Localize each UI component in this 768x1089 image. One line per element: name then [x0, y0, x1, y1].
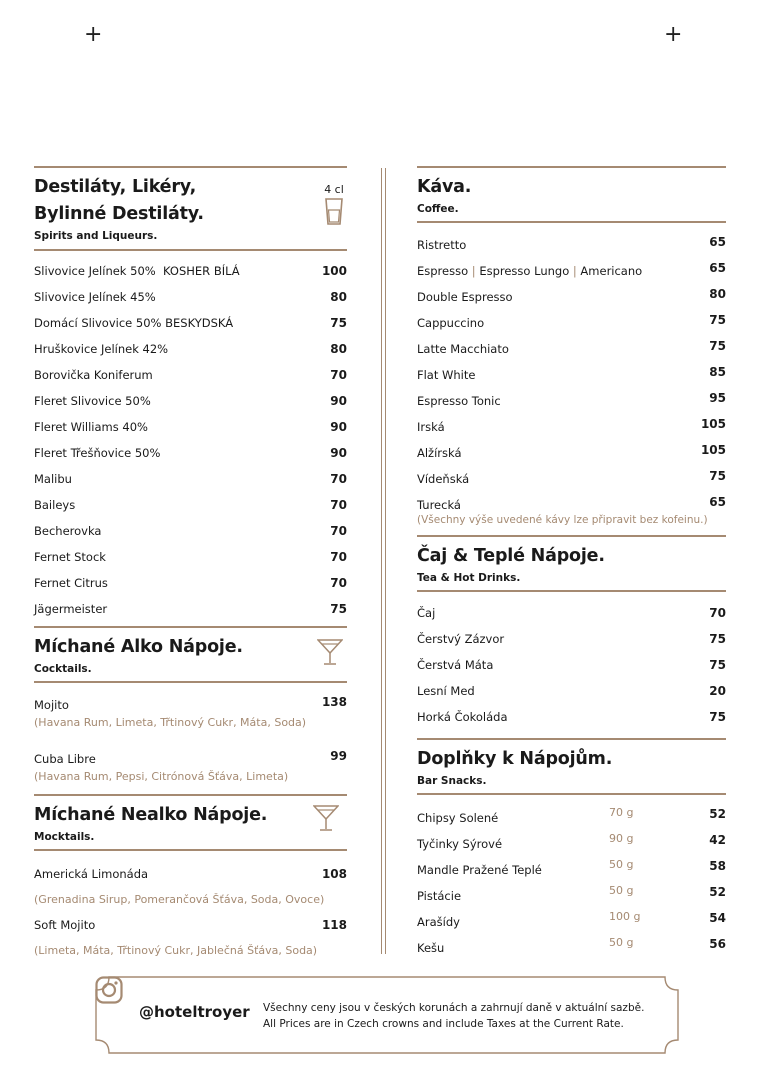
item-weight: 50 g: [609, 936, 634, 949]
spirits-title-line2: Bylinné Destiláty.: [34, 204, 204, 224]
item-name: Baileys: [34, 498, 76, 512]
cocktail-glass-icon: [313, 804, 339, 832]
item-name: [417, 258, 642, 284]
cocktails-title: Míchané Alko Nápoje.: [34, 637, 243, 657]
item-price: 70: [709, 606, 726, 620]
item-name: Irská: [417, 420, 445, 434]
item-name: Vídeňská: [417, 472, 470, 486]
item-name: Becherovka: [34, 524, 102, 538]
item-weight: 50 g: [609, 858, 634, 871]
item-weight: 70 g: [609, 806, 634, 819]
shot-glass-icon: [324, 198, 344, 225]
menu-item: [417, 652, 726, 678]
item-price: 80: [330, 342, 347, 356]
item-name-part: Espresso Lungo: [479, 264, 570, 278]
menu-item: [417, 310, 726, 336]
separator: |: [572, 264, 577, 278]
item-price: 70: [330, 472, 347, 486]
item-price: 85: [709, 365, 726, 379]
menu-item: [34, 388, 347, 414]
item-price: 99: [330, 749, 347, 763]
cocktail-glass-icon: [317, 638, 343, 666]
item-name: Espresso Tonic: [417, 394, 501, 408]
item-price: 75: [330, 602, 347, 616]
menu-item: [34, 284, 347, 310]
instagram-icon[interactable]: [95, 976, 123, 1004]
item-ingredients: (Havana Rum, Limeta, Třtinový Cukr, Máta, Soda): [34, 716, 307, 729]
item-weight: 100 g: [609, 910, 641, 923]
item-name: Čerstvá Máta: [417, 658, 494, 672]
item-name: Slivovice Jelínek 45%: [34, 290, 156, 304]
menu-item: [34, 692, 347, 718]
right-column: [417, 166, 726, 965]
crop-mark-left: +: [84, 22, 103, 47]
menu-item: [34, 492, 347, 518]
item-ingredients: (Havana Rum, Pepsi, Citrónová Šťáva, Limeta): [34, 770, 289, 783]
item-name: Fernet Citrus: [34, 576, 108, 590]
item-price: 20: [709, 684, 726, 698]
cocktails-subtitle: Cocktails.: [34, 663, 92, 675]
menu-item: [417, 336, 726, 362]
item-price: 75: [330, 316, 347, 330]
item-price: 138: [321, 695, 347, 709]
item-weight: 50 g: [609, 884, 634, 897]
spirits-subtitle: Spirits and Liqueurs.: [34, 230, 158, 242]
item-name: Fernet Stock: [34, 550, 106, 564]
menu-item: [417, 414, 726, 440]
item-name: Malibu: [34, 472, 72, 486]
item-name: Chipsy Solené: [417, 811, 499, 825]
item-price: 108: [321, 867, 347, 881]
item-name: Ristretto: [417, 238, 467, 252]
item-name: Cuba Libre: [34, 752, 96, 766]
menu-item: [34, 466, 347, 492]
item-price: 75: [709, 339, 726, 353]
menu-item: [417, 440, 726, 466]
tea-title: Čaj & Teplé Nápoje.: [417, 546, 605, 566]
item-price: 52: [709, 885, 726, 899]
menu-item: [417, 883, 726, 909]
spirits-volume-box: [321, 184, 347, 229]
menu-item: [417, 362, 726, 388]
item-name-part: Americano: [580, 264, 643, 278]
menu-item: [417, 232, 726, 258]
item-weight: 90 g: [609, 832, 634, 845]
item-price: 56: [709, 937, 726, 951]
item-price: 118: [321, 918, 347, 932]
volume-label: 4 cl: [324, 183, 344, 196]
coffee-subtitle: Coffee.: [417, 203, 459, 215]
item-name: Double Espresso: [417, 290, 513, 304]
item-price: 100: [321, 264, 347, 278]
item-name: Čaj: [417, 606, 436, 620]
coffee-list: [417, 223, 726, 531]
item-price: 95: [709, 391, 726, 405]
menu-item: [34, 258, 347, 284]
menu-item: [34, 544, 347, 570]
item-ingredients: (Limeta, Máta, Třtinový Cukr, Jablečná Šťáva, Soda): [34, 944, 318, 957]
item-name: Hruškovice Jelínek 42%: [34, 342, 169, 356]
menu-item: [34, 861, 347, 887]
item-price: 70: [330, 524, 347, 538]
menu-item: [34, 570, 347, 596]
menu-item: [417, 284, 726, 310]
coffee-decaf-note: (Všechny výše uvedené kávy lze připravit bez kofeinu.): [417, 514, 708, 526]
item-price: 90: [330, 394, 347, 408]
menu-item: [417, 466, 726, 492]
item-price: 65: [709, 235, 726, 249]
item-name: Alžírská: [417, 446, 462, 460]
item-price: 54: [709, 911, 726, 925]
coffee-header: [417, 168, 726, 221]
item-price: 70: [330, 576, 347, 590]
item-name: Flat White: [417, 368, 476, 382]
item-name: Soft Mojito: [34, 918, 96, 932]
mocktails-title: Míchané Nealko Nápoje.: [34, 805, 268, 825]
item-name: Horká Čokoláda: [417, 710, 508, 724]
menu-item: [417, 626, 726, 652]
menu-item: [34, 912, 347, 938]
item-price: 75: [709, 710, 726, 724]
spirits-header: [34, 168, 347, 249]
item-price: 105: [700, 443, 726, 457]
instagram-handle[interactable]: @hoteltroyer: [139, 1003, 250, 1021]
cocktails-header: [34, 628, 347, 681]
column-divider: [381, 168, 383, 954]
spirits-title-line1: Destiláty, Likéry,: [34, 177, 197, 197]
menu-item: [417, 704, 726, 730]
menu-item: [417, 258, 726, 284]
item-name: Mandle Pražené Teplé: [417, 863, 542, 877]
item-price: 42: [709, 833, 726, 847]
price-disclaimer: [263, 1000, 644, 1032]
item-price: 52: [709, 807, 726, 821]
coffee-title: Káva.: [417, 177, 472, 197]
item-name: Kešu: [417, 941, 445, 955]
cocktails-list: [34, 683, 347, 788]
item-price: 70: [330, 498, 347, 512]
menu-item: [417, 492, 726, 518]
item-name: Fleret Slivovice 50%: [34, 394, 151, 408]
tea-header: [417, 537, 726, 590]
menu-item: [417, 805, 726, 831]
item-price: 75: [709, 632, 726, 646]
menu-item: [34, 336, 347, 362]
menu-item: [417, 388, 726, 414]
snacks-list: [417, 795, 726, 965]
item-name: Cappuccino: [417, 316, 485, 330]
item-price: 58: [709, 859, 726, 873]
item-price: 90: [330, 420, 347, 434]
snacks-header: [417, 740, 726, 793]
item-price: 75: [709, 313, 726, 327]
item-price: 90: [330, 446, 347, 460]
menu-item: [34, 440, 347, 466]
menu-item: [34, 518, 347, 544]
menu-item: [417, 600, 726, 626]
menu-item: [34, 310, 347, 336]
item-price: 65: [709, 495, 726, 509]
item-name: Borovička Koniferum: [34, 368, 153, 382]
item-price: 80: [709, 287, 726, 301]
snacks-title: Doplňky k Nápojům.: [417, 749, 613, 769]
item-name: Americká Limonáda: [34, 867, 149, 881]
disclaimer-cz: Všechny ceny jsou v českých korunách a zahrnují daně v aktuální sazbě.: [263, 1002, 645, 1014]
menu-item: [417, 935, 726, 961]
mocktails-subtitle: Mocktails.: [34, 831, 95, 843]
item-name: Čerstvý Zázvor: [417, 632, 505, 646]
menu-item: [417, 909, 726, 935]
menu-item: [34, 596, 347, 622]
disclaimer-en: All Prices are in Czech crowns and include Taxes at the Current Rate.: [263, 1018, 624, 1030]
menu-item: [417, 678, 726, 704]
item-price: 75: [709, 469, 726, 483]
menu-item: [34, 362, 347, 388]
menu-item: [34, 746, 347, 772]
spirits-list: [34, 251, 347, 626]
menu-item: [417, 857, 726, 883]
item-price: 70: [330, 368, 347, 382]
item-price: 65: [709, 261, 726, 275]
item-name: Domácí Slivovice 50% BESKYDSKÁ: [34, 316, 234, 330]
item-name: Jägermeister: [34, 602, 108, 616]
snacks-subtitle: Bar Snacks.: [417, 775, 487, 787]
separator: |: [471, 264, 476, 278]
mocktails-header: [34, 796, 347, 849]
item-name: Slivovice Jelínek 50% KOSHER BÍLÁ: [34, 264, 240, 278]
mocktails-list: [34, 851, 347, 962]
item-name: Arašídy: [417, 915, 460, 929]
footer-box: [95, 976, 679, 1054]
menu-item: [34, 414, 347, 440]
item-name-part: Espresso: [417, 264, 469, 278]
tea-subtitle: Tea & Hot Drinks.: [417, 572, 521, 584]
item-ingredients: (Grenadina Sirup, Pomerančová Šťáva, Soda, Ovoce): [34, 893, 325, 906]
item-name: Lesní Med: [417, 684, 475, 698]
item-name: Mojito: [34, 698, 69, 712]
item-name: Pistácie: [417, 889, 462, 903]
item-name: Turecká: [417, 498, 461, 512]
crop-mark-right: +: [664, 22, 683, 47]
item-price: 75: [709, 658, 726, 672]
item-name: Tyčinky Sýrové: [417, 837, 503, 851]
item-name: Fleret Třešňovice 50%: [34, 446, 161, 460]
item-name: Latte Macchiato: [417, 342, 509, 356]
tea-list: [417, 592, 726, 734]
item-name: Fleret Williams 40%: [34, 420, 148, 434]
left-column: [34, 166, 347, 962]
item-price: 105: [700, 417, 726, 431]
menu-item: [417, 831, 726, 857]
item-price: 80: [330, 290, 347, 304]
item-price: 70: [330, 550, 347, 564]
